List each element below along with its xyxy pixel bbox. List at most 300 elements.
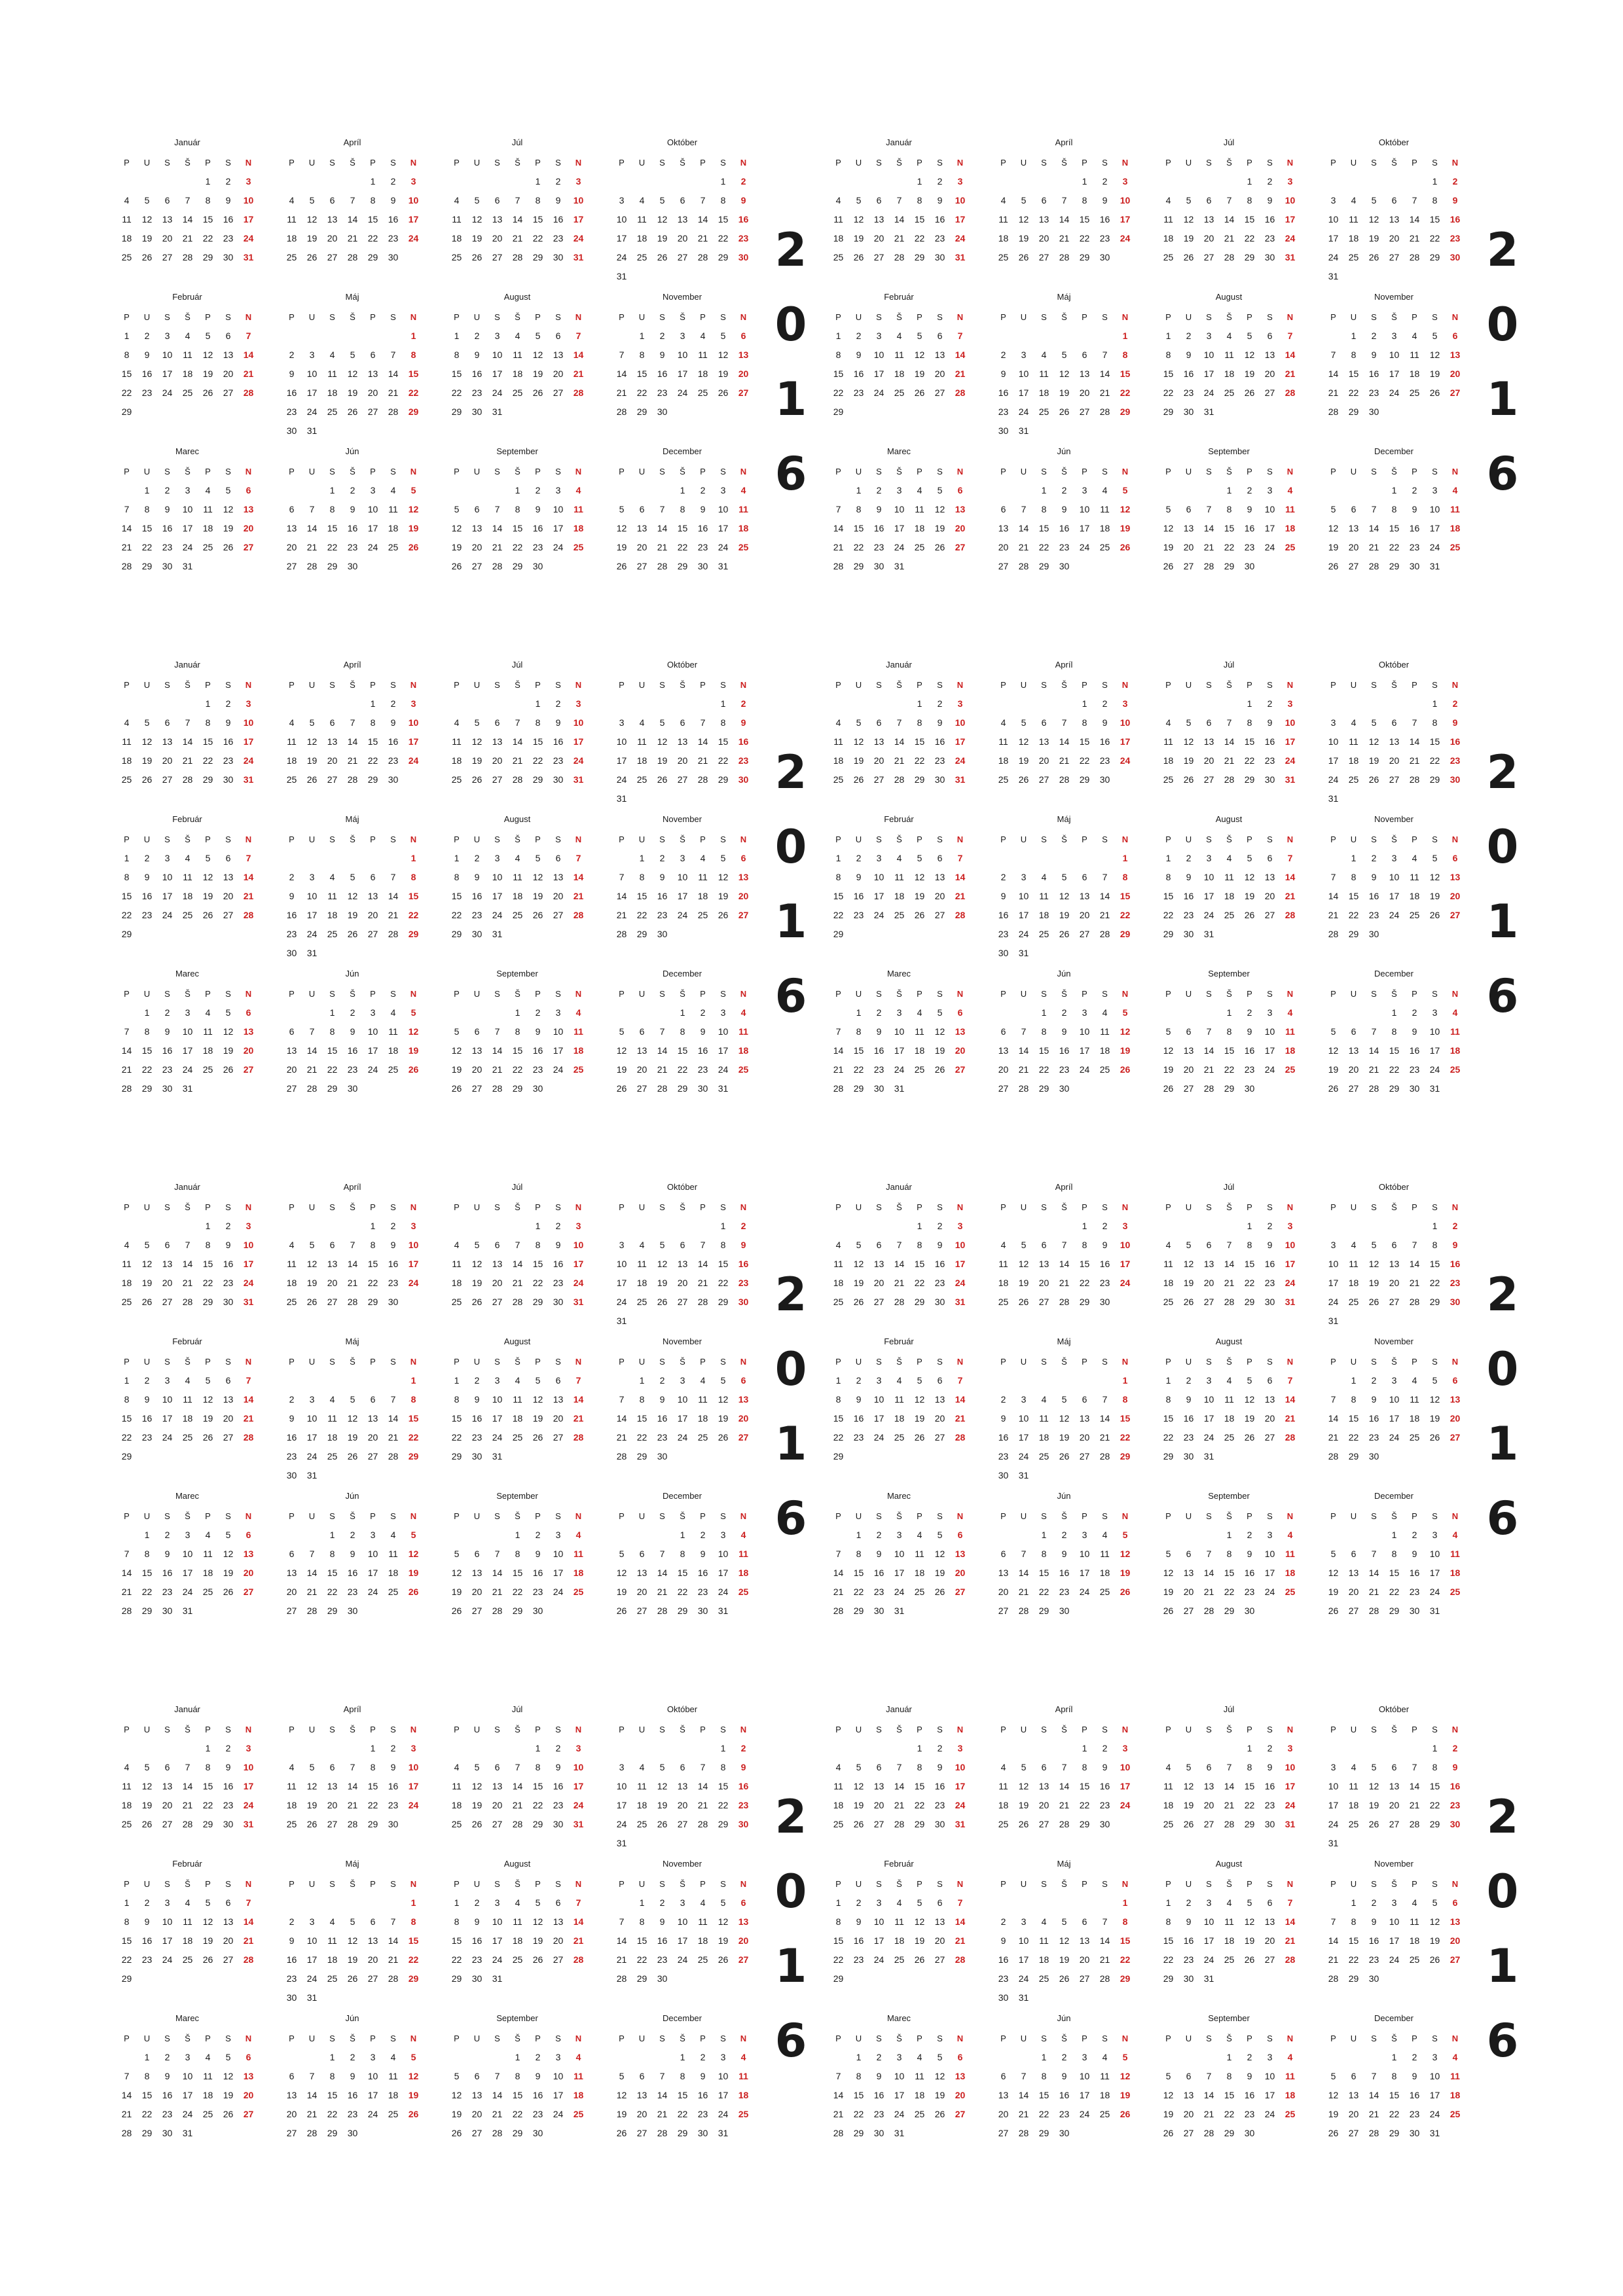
day-cell: 22 (121, 1954, 132, 1965)
day-cell: 15 (914, 1781, 925, 1791)
day-cell: 28 (1099, 406, 1110, 417)
day-cell: 1 (370, 1221, 376, 1231)
day-cell: 1 (1082, 176, 1087, 187)
day-cell: 28 (1018, 2128, 1029, 2138)
day-cell: 13 (492, 1259, 503, 1269)
month-name: Jún (345, 969, 359, 978)
day-cell: 18 (202, 2090, 213, 2100)
year-digit: 2 (775, 1268, 807, 1321)
day-cell: 14 (894, 1781, 905, 1791)
day-cell: 21 (492, 542, 503, 552)
day-cell: 19 (853, 233, 864, 243)
day-cell: 25 (894, 910, 905, 920)
weekday-header: U (1020, 1725, 1027, 1734)
weekday-header: U (1350, 467, 1357, 476)
day-cell: 21 (1368, 2109, 1379, 2119)
day-cell: 22 (853, 2109, 864, 2119)
weekday-header: Š (515, 1202, 520, 1212)
day-cell: 11 (1100, 504, 1110, 514)
weekday-header: N (575, 467, 582, 476)
day-cell: 9 (474, 1394, 480, 1405)
day-cell: 27 (471, 1605, 483, 1616)
day-cell: 21 (182, 233, 193, 243)
weekday-header: N (1122, 1357, 1129, 1367)
day-cell: 17 (873, 1935, 884, 1946)
day-blank (652, 1739, 672, 1758)
day-cell: 8 (1165, 350, 1171, 360)
day-cell: 14 (955, 872, 966, 882)
day-cell: 20 (998, 1064, 1009, 1075)
day-cell: 1 (1122, 331, 1128, 341)
day-cell: 7 (1226, 717, 1232, 728)
weekday-header: U (638, 1725, 646, 1734)
day-cell: 18 (1224, 891, 1235, 901)
day-cell: 10 (243, 195, 254, 206)
day-cell: 17 (573, 214, 584, 224)
day-cell: 19 (1183, 1800, 1194, 1810)
day-blank (302, 694, 322, 713)
day-cell: 30 (223, 252, 234, 262)
day-cell: 31 (1285, 1819, 1296, 1829)
day-cell: 30 (934, 774, 945, 785)
day-cell: 21 (894, 1800, 905, 1810)
day-cell: 27 (677, 774, 688, 785)
day-cell: 25 (833, 1297, 844, 1307)
day-grid (1323, 1874, 1465, 1988)
day-blank (302, 172, 322, 191)
weekday-header: S (1371, 1202, 1377, 1212)
day-cell: 10 (492, 872, 503, 882)
day-cell: 19 (306, 1800, 318, 1810)
day-cell: 8 (1165, 872, 1171, 882)
day-cell: 13 (873, 214, 884, 224)
day-cell: 26 (853, 774, 864, 785)
day-cell: 10 (677, 1916, 688, 1927)
day-cell: 28 (182, 252, 193, 262)
day-cell: 27 (1450, 1432, 1461, 1443)
weekday-header: S (937, 2034, 943, 2043)
weekday-header: Š (1226, 312, 1232, 322)
day-cell: 25 (202, 1587, 213, 1597)
day-cell: 30 (347, 1605, 358, 1616)
day-blank (1343, 1003, 1364, 1022)
day-grid (282, 675, 424, 789)
day-cell: 13 (1348, 2090, 1359, 2100)
day-blank (993, 327, 1013, 346)
day-cell: 4 (1165, 717, 1171, 728)
day-blank (1323, 1371, 1343, 1390)
day-cell: 22 (1389, 2109, 1400, 2119)
day-cell: 27 (636, 1083, 647, 1094)
weekday-header: S (329, 158, 335, 168)
day-cell: 25 (327, 929, 338, 939)
day-cell: 22 (1120, 387, 1131, 398)
month-name: Marec (175, 1491, 200, 1501)
day-cell: 24 (894, 1064, 905, 1075)
day-cell: 31 (1018, 1470, 1029, 1480)
day-blank (1013, 172, 1034, 191)
day-blank (117, 481, 137, 500)
day-cell: 17 (553, 2090, 564, 2100)
day-cell: 9 (390, 1762, 396, 1772)
day-cell: 13 (636, 523, 647, 533)
day-cell: 15 (1224, 1045, 1235, 1056)
day-cell: 21 (657, 542, 668, 552)
weekday-header: U (1020, 989, 1027, 999)
day-cell: 4 (1351, 195, 1357, 206)
day-cell: 2 (555, 176, 561, 187)
day-cell: 1 (1041, 2052, 1047, 2062)
day-cell: 26 (1244, 1954, 1255, 1965)
day-cell: 7 (1206, 1026, 1212, 1037)
day-cell: 10 (677, 872, 688, 882)
day-cell: 11 (698, 350, 708, 360)
day-cell: 12 (532, 1916, 543, 1927)
day-cell: 16 (934, 214, 945, 224)
weekday-header: P (454, 1879, 460, 1889)
weekday-header: U (1185, 2034, 1192, 2043)
day-blank (828, 694, 848, 713)
day-cell: 26 (1018, 252, 1029, 262)
day-cell: 5 (720, 853, 726, 863)
day-cell: 12 (1018, 1259, 1029, 1269)
month-grid (117, 1182, 776, 1645)
day-cell: 28 (894, 252, 905, 262)
day-cell: 10 (408, 1240, 419, 1250)
day-cell: 2 (225, 176, 231, 187)
day-blank (1384, 694, 1404, 713)
weekday-header: Š (350, 1879, 356, 1889)
weekday-header: P (1082, 158, 1087, 168)
day-blank (1074, 1893, 1095, 1912)
day-cell: 21 (512, 1800, 523, 1810)
day-cell: 14 (1203, 1568, 1214, 1578)
day-blank (447, 1003, 467, 1022)
day-grid (993, 2029, 1135, 2143)
day-cell: 11 (1349, 1781, 1359, 1791)
day-cell: 27 (1183, 561, 1194, 571)
day-cell: 30 (553, 1819, 564, 1829)
month-november (611, 1859, 776, 2013)
day-cell: 13 (955, 504, 966, 514)
weekday-header: P (1000, 680, 1006, 690)
weekday-header: Š (896, 467, 902, 476)
day-cell: 14 (121, 523, 132, 533)
day-cell: 9 (289, 1935, 295, 1946)
day-cell: 7 (1226, 195, 1232, 206)
month-name: Január (886, 1704, 912, 1714)
year-digit: 6 (1486, 1492, 1519, 1545)
day-grid (828, 984, 970, 1098)
year-label (771, 735, 811, 1033)
day-cell: 8 (370, 195, 376, 206)
weekday-header: N (410, 1725, 417, 1734)
weekday-header: S (494, 467, 500, 476)
day-blank (282, 481, 302, 500)
day-cell: 23 (873, 542, 884, 552)
day-cell: 2 (555, 1221, 561, 1231)
year-digit: 0 (775, 298, 807, 351)
weekday-header: S (1102, 834, 1108, 844)
day-cell: 24 (1264, 2109, 1275, 2119)
day-cell: 6 (474, 1026, 480, 1037)
day-blank (993, 172, 1013, 191)
weekday-header: S (225, 158, 231, 168)
month-apríl (282, 660, 447, 814)
day-cell: 8 (1041, 504, 1047, 514)
weekday-header: U (1185, 1357, 1192, 1367)
month-grid (117, 137, 776, 601)
day-cell: 2 (535, 485, 541, 495)
day-cell: 23 (286, 1451, 297, 1462)
weekday-header: Š (1226, 158, 1232, 168)
day-cell: 25 (1224, 1954, 1235, 1965)
day-cell: 1 (410, 853, 416, 863)
day-cell: 25 (1038, 406, 1049, 417)
weekday-header: U (855, 2034, 862, 2043)
day-cell: 16 (657, 1413, 668, 1424)
day-cell: 28 (243, 387, 254, 398)
day-blank (1199, 1217, 1219, 1236)
month-august (447, 1336, 611, 1491)
weekday-header: Š (680, 1202, 685, 1212)
day-cell: 21 (1203, 2109, 1214, 2119)
day-cell: 4 (575, 2052, 581, 2062)
day-blank (1095, 849, 1115, 868)
day-cell: 28 (388, 1451, 399, 1462)
day-cell: 24 (1018, 1451, 1029, 1462)
weekday-header: N (410, 158, 417, 168)
weekday-header: U (143, 834, 151, 844)
day-cell: 3 (1287, 176, 1293, 187)
day-cell: 21 (388, 387, 399, 398)
day-cell: 14 (1368, 523, 1379, 533)
day-cell: 21 (833, 2109, 844, 2119)
day-cell: 22 (1120, 910, 1131, 920)
day-cell: 29 (853, 2128, 864, 2138)
day-cell: 27 (738, 1954, 749, 1965)
day-cell: 1 (1165, 1897, 1171, 1908)
day-cell: 19 (223, 1045, 234, 1056)
day-cell: 4 (454, 195, 460, 206)
day-cell: 24 (1264, 1587, 1275, 1597)
weekday-header: S (555, 158, 561, 168)
year-label (1483, 213, 1522, 511)
day-cell: 12 (471, 1781, 483, 1791)
day-cell: 26 (471, 252, 483, 262)
day-cell: 2 (1267, 1743, 1273, 1753)
weekday-header: S (1432, 1879, 1438, 1889)
month-name: Október (1378, 660, 1410, 670)
day-cell: 30 (1099, 1819, 1110, 1829)
day-cell: 20 (1079, 387, 1090, 398)
weekday-header: P (1330, 312, 1336, 322)
weekday-header: P (1247, 834, 1252, 844)
year-digit: 1 (1486, 1417, 1519, 1471)
day-cell: 22 (853, 1587, 864, 1597)
weekday-header: U (473, 834, 481, 844)
day-cell: 24 (1328, 774, 1339, 785)
day-cell: 21 (388, 910, 399, 920)
day-cell: 12 (1368, 736, 1379, 747)
weekday-header: U (638, 467, 646, 476)
day-cell: 27 (471, 561, 483, 571)
day-cell: 8 (1082, 195, 1087, 206)
day-cell: 28 (894, 1819, 905, 1829)
day-cell: 13 (998, 1045, 1009, 1056)
day-cell: 16 (286, 387, 297, 398)
day-cell: 31 (1203, 1973, 1214, 1984)
weekday-header: N (575, 1357, 582, 1367)
day-cell: 6 (1000, 504, 1006, 514)
day-cell: 17 (182, 1568, 193, 1578)
day-cell: 27 (1038, 1297, 1049, 1307)
weekday-header: N (1451, 680, 1459, 690)
month-name: December (1374, 969, 1413, 978)
day-cell: 5 (720, 1897, 726, 1908)
day-cell: 27 (1264, 1432, 1275, 1443)
day-cell: 3 (896, 2052, 902, 2062)
day-cell: 27 (327, 774, 338, 785)
day-blank (1054, 694, 1074, 713)
month-name: Jún (345, 1491, 359, 1501)
day-cell: 1 (856, 485, 862, 495)
day-cell: 1 (454, 1897, 460, 1908)
day-cell: 31 (492, 1973, 503, 1984)
weekday-header: U (1185, 834, 1192, 844)
weekday-header: P (124, 1725, 130, 1734)
day-cell: 8 (1041, 1549, 1047, 1559)
day-cell: 5 (454, 1026, 460, 1037)
day-cell: 7 (246, 853, 251, 863)
day-cell: 15 (367, 736, 378, 747)
day-cell: 7 (659, 504, 665, 514)
day-cell: 29 (1429, 252, 1440, 262)
day-cell: 25 (388, 1587, 399, 1597)
day-cell: 25 (451, 1297, 462, 1307)
day-cell: 20 (1348, 1064, 1359, 1075)
weekday-header: U (1350, 1511, 1357, 1521)
day-cell: 26 (202, 910, 213, 920)
weekday-header: S (1206, 1511, 1212, 1521)
day-cell: 15 (408, 891, 419, 901)
day-cell: 15 (1120, 891, 1131, 901)
day-cell: 18 (914, 2090, 925, 2100)
day-blank (889, 1739, 909, 1758)
year-digit: 2 (1486, 745, 1519, 799)
day-blank (828, 2048, 848, 2067)
day-cell: 10 (492, 1916, 503, 1927)
weekday-header: P (205, 312, 211, 322)
day-cell: 6 (876, 1240, 882, 1250)
day-cell: 20 (492, 1800, 503, 1810)
day-cell: 23 (532, 2109, 543, 2119)
day-cell: 6 (1267, 1375, 1273, 1386)
year-digit: 1 (775, 1939, 807, 1993)
day-blank (177, 694, 198, 713)
year-digit: 6 (775, 969, 807, 1023)
day-cell: 4 (1412, 331, 1417, 341)
day-cell: 4 (1102, 1530, 1108, 1540)
day-cell: 26 (934, 1064, 945, 1075)
day-cell: 3 (1391, 1897, 1397, 1908)
day-grid (447, 462, 589, 576)
weekday-header: P (917, 1725, 922, 1734)
day-blank (507, 1217, 528, 1236)
weekday-header: S (555, 680, 561, 690)
day-cell: 26 (1328, 1605, 1339, 1616)
day-cell: 3 (1082, 2052, 1087, 2062)
day-cell: 9 (700, 504, 706, 514)
weekday-header: S (1041, 1357, 1047, 1367)
day-cell: 21 (1059, 755, 1070, 766)
day-cell: 17 (1429, 523, 1440, 533)
day-cell: 25 (512, 1954, 523, 1965)
day-grid (282, 984, 424, 1098)
weekday-header: N (1122, 1511, 1129, 1521)
day-blank (1158, 1003, 1178, 1022)
day-cell: 13 (1038, 1781, 1049, 1791)
day-cell: 22 (532, 755, 543, 766)
weekday-header: U (143, 1357, 151, 1367)
weekday-header: S (164, 1511, 170, 1521)
day-cell: 17 (1079, 1568, 1090, 1578)
month-name: August (1215, 1859, 1243, 1869)
day-cell: 19 (532, 1935, 543, 1946)
day-cell: 7 (1412, 717, 1417, 728)
weekday-header: P (917, 1357, 922, 1367)
day-cell: 14 (347, 214, 358, 224)
day-cell: 18 (1038, 910, 1049, 920)
day-grid (117, 1507, 259, 1621)
weekday-header: S (555, 1202, 561, 1212)
day-blank (1074, 1371, 1095, 1390)
day-cell: 30 (1368, 1973, 1379, 1984)
day-cell: 14 (1099, 368, 1110, 379)
day-cell: 21 (1368, 1587, 1379, 1597)
month-name: Február (884, 814, 914, 824)
day-cell: 29 (141, 1083, 153, 1094)
day-cell: 30 (1059, 1605, 1070, 1616)
day-blank (137, 1217, 157, 1236)
weekday-header: P (1247, 158, 1252, 168)
weekday-header: N (575, 680, 582, 690)
day-cell: 19 (1018, 1800, 1029, 1810)
day-cell: 4 (185, 1375, 191, 1386)
weekday-header: U (1185, 1511, 1192, 1521)
weekday-header: P (619, 1202, 625, 1212)
day-cell: 15 (141, 2090, 153, 2100)
day-cell: 30 (388, 1819, 399, 1829)
day-cell: 26 (532, 1432, 543, 1443)
day-cell: 6 (246, 1530, 251, 1540)
month-name: Júl (511, 1704, 523, 1714)
day-cell: 2 (1186, 853, 1192, 863)
day-cell: 21 (1409, 1278, 1420, 1288)
day-cell: 14 (512, 1259, 523, 1269)
weekday-header: U (1020, 158, 1027, 168)
day-cell: 15 (1038, 2090, 1049, 2100)
day-cell: 13 (998, 523, 1009, 533)
weekday-header: Š (1226, 1725, 1232, 1734)
day-blank (1384, 172, 1404, 191)
weekday-header: N (1286, 1879, 1294, 1889)
day-cell: 22 (1389, 1587, 1400, 1597)
day-cell: 5 (1432, 853, 1438, 863)
day-cell: 22 (408, 1432, 419, 1443)
day-blank (302, 1217, 322, 1236)
day-cell: 24 (553, 1064, 564, 1075)
